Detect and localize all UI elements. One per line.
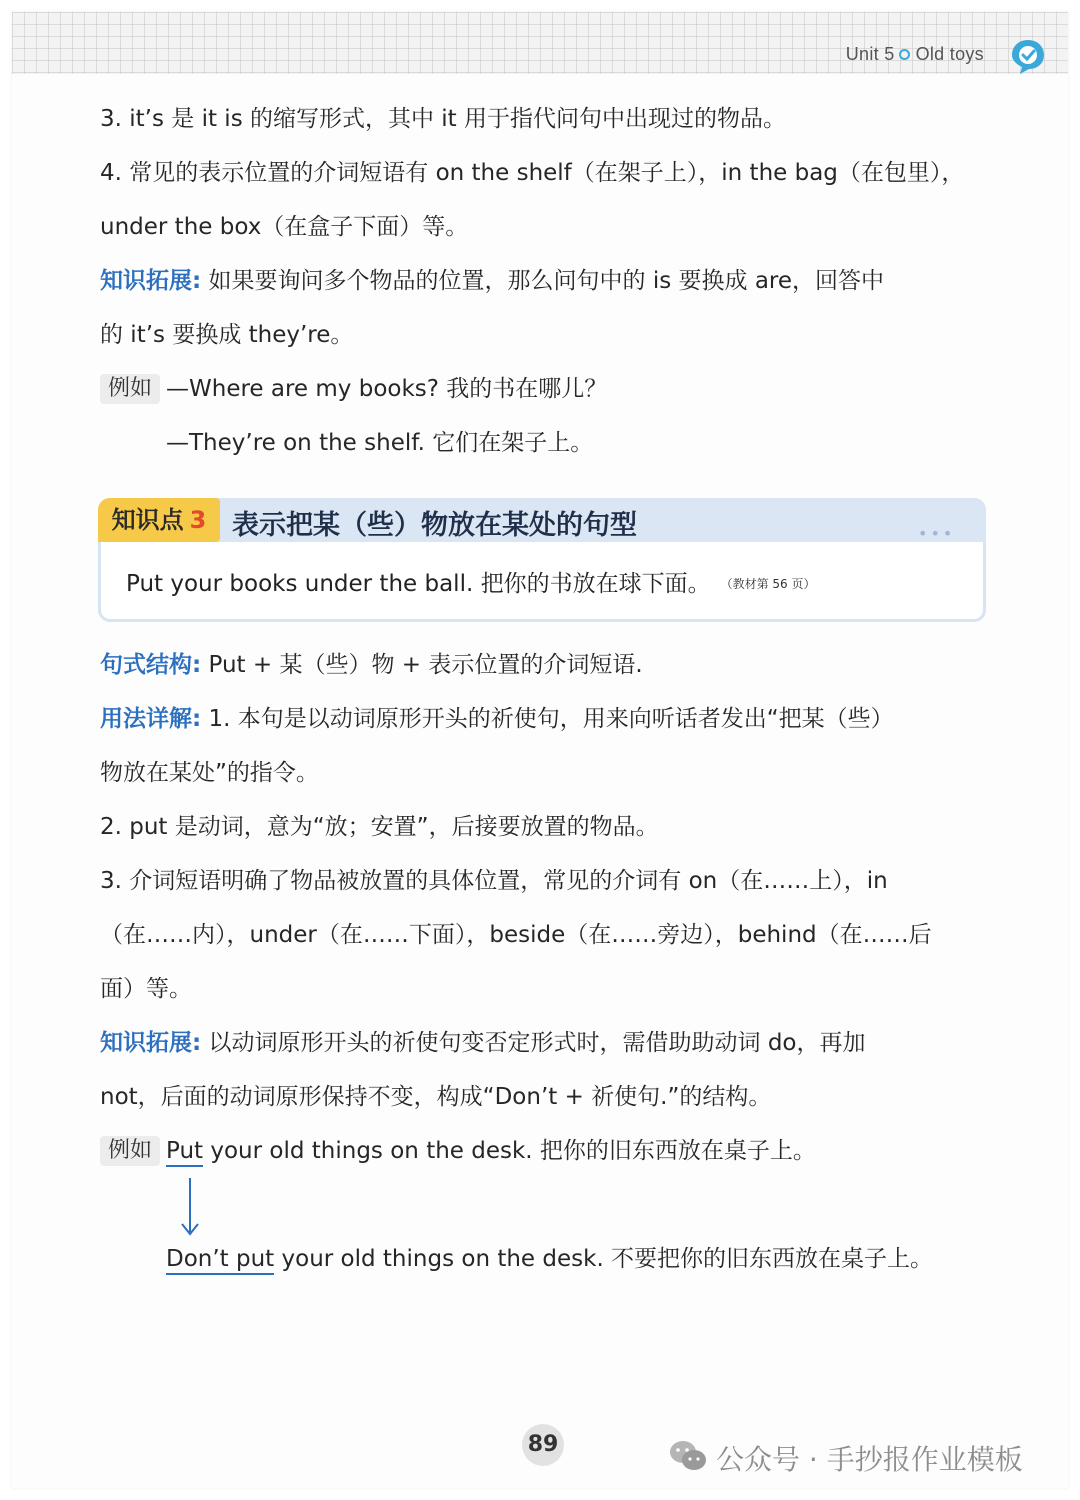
knowledge-extension-2 xyxy=(100,1028,866,1058)
usage-label: 用法详解: xyxy=(100,706,202,732)
knowledge-extension-1 xyxy=(100,266,884,296)
note-item-4-line1: 4. 常见的表示位置的介词短语有 on the shelf（在架子上），in the bag（在包里）， xyxy=(100,160,965,186)
extension-label: 知识拓展: xyxy=(100,268,202,294)
usage-item-3-line2: （在……内），under（在……下面），beside（在……旁边），behind（在……后 xyxy=(100,922,932,948)
unit-header xyxy=(846,44,984,65)
usage-line1 xyxy=(100,704,894,734)
unit-title: Old toys xyxy=(915,44,984,64)
knowledge-point-number: 3 xyxy=(189,506,207,534)
note-item-3: 3. it’s 是 it is 的缩写形式，其中 it 用于指代问句中出现过的物品。 xyxy=(100,106,787,132)
knowledge-point-tag xyxy=(98,498,220,542)
unit-number: Unit 5 xyxy=(845,44,895,64)
extension2-text: 以动词原形开头的祈使句变否定形式时，需借助助动词 do，再加 xyxy=(201,1030,866,1056)
note-item-4-line2: under the box（在盒子下面）等。 xyxy=(100,214,469,240)
unit-dot-icon xyxy=(899,49,910,60)
usage-line2: 物放在某处”的指令。 xyxy=(100,760,319,786)
negative-rest: your old things on the desk. 不要把你的旧东西放在桌子上。 xyxy=(274,1246,934,1272)
structure-text: Put + 某（些）物 + 表示位置的介词短语. xyxy=(201,652,643,678)
textbook-reference: （教材第 56 页） xyxy=(726,577,816,591)
knowledge-point-sentence xyxy=(126,565,816,598)
example-tag-2: 例如 xyxy=(100,1136,160,1166)
knowledge-point-tag-label: 知识点 xyxy=(111,506,184,534)
negative-underlined: Don’t put xyxy=(166,1246,274,1275)
speech-bubble-icon xyxy=(1008,36,1048,76)
watermark-text: 公众号 · 手抄报作业模板 xyxy=(716,1443,1023,1476)
page-number: 89 xyxy=(522,1424,564,1466)
usage-text: 1. 本句是以动词原形开头的祈使句，用来向听话者发出“把某（些） xyxy=(201,706,894,732)
key-sentence: Put your books under the ball. 把你的书放在球下面。 xyxy=(126,571,711,597)
extension2-label: 知识拓展: xyxy=(100,1030,202,1056)
extension-text: 如果要询问多个物品的位置，那么问句中的 is 要换成 are，回答中 xyxy=(201,268,885,294)
positive-rest: your old things on the desk. 把你的旧东西放在桌子上。 xyxy=(203,1138,816,1164)
example-negative xyxy=(166,1244,933,1274)
knowledge-point-title: 表示把某（些）物放在某处的句型 xyxy=(232,510,637,541)
extension2-line2: not，后面的动词原形保持不变，构成“Don’t + 祈使句.”的结构。 xyxy=(100,1084,772,1110)
example-positive xyxy=(166,1136,816,1166)
example-tag: 例如 xyxy=(100,374,160,404)
example-question: —Where are my books? 我的书在哪儿？ xyxy=(166,376,608,402)
down-arrow-icon xyxy=(178,1176,202,1238)
usage-item-2: 2. put 是动词，意为“放；安置”，后接要放置的物品。 xyxy=(100,814,659,840)
sentence-structure xyxy=(100,650,643,680)
extension-line2: 的 it’s 要换成 they’re。 xyxy=(100,322,354,348)
decorative-dots-icon: ••• xyxy=(918,524,956,543)
structure-label: 句式结构: xyxy=(100,652,202,678)
usage-item-3-line1: 3. 介词短语明确了物品被放置的具体位置，常见的介词有 on（在……上），in xyxy=(100,868,888,894)
positive-underlined: Put xyxy=(166,1138,203,1167)
wechat-icon xyxy=(668,1439,708,1473)
example-answer: —They’re on the shelf. 它们在架子上。 xyxy=(166,430,594,456)
usage-item-3-line3: 面）等。 xyxy=(100,976,192,1002)
